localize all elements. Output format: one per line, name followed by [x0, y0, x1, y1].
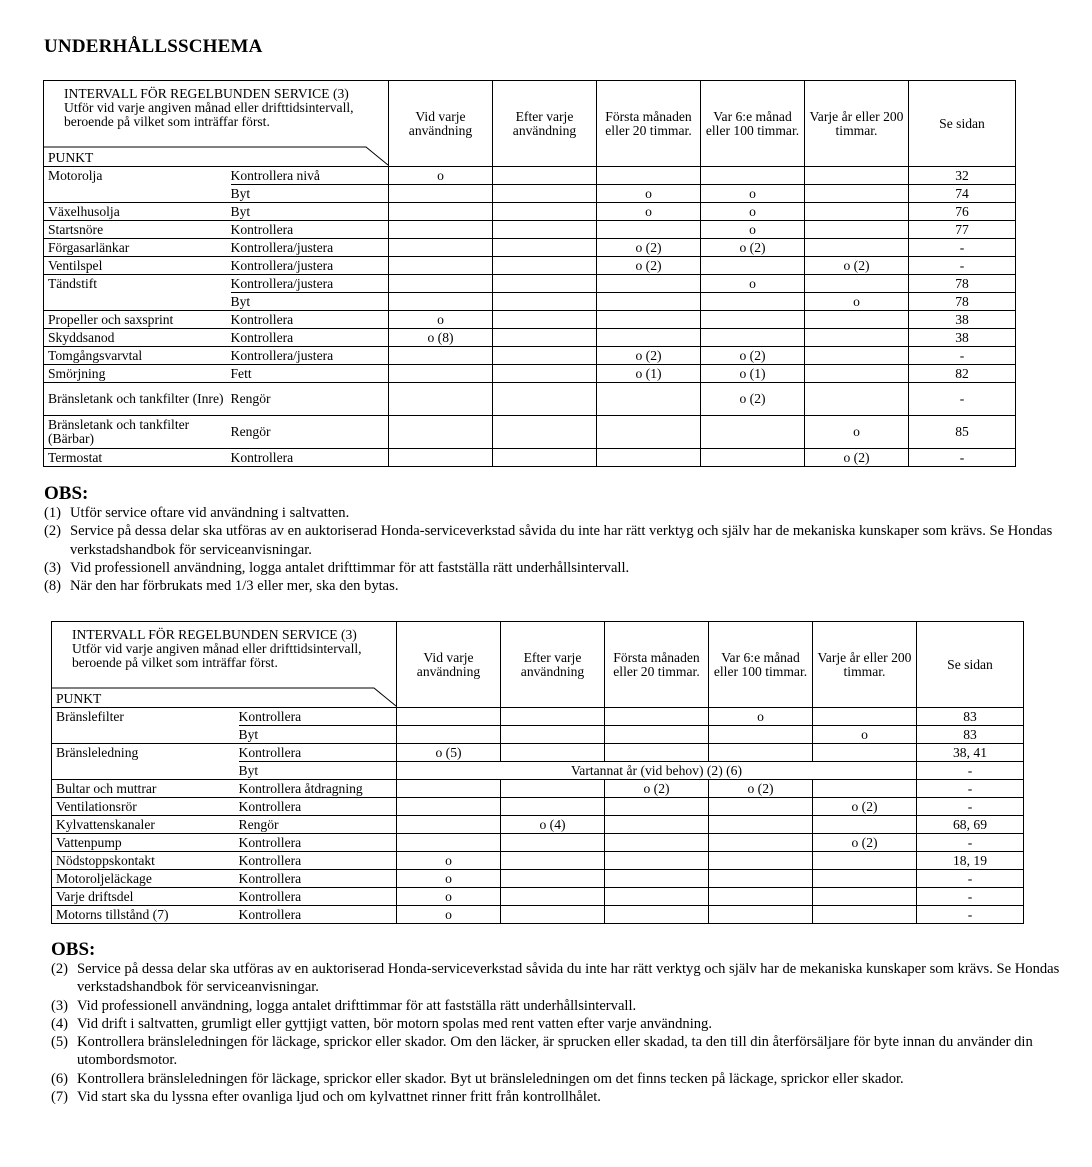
item-name: Förgasarlänkar: [44, 239, 231, 257]
item-name: [44, 185, 231, 203]
page-ref: 83: [917, 708, 1024, 726]
item-action: Kontrollera åtdragning: [239, 780, 397, 798]
interval-mark: [597, 311, 701, 329]
interval-mark: [597, 329, 701, 347]
column-header: Första månaden eller 20 timmar.: [597, 81, 701, 167]
item-name: Bultar och muttrar: [52, 780, 239, 798]
item-action: Byt: [239, 726, 397, 744]
page-ref: 38: [909, 311, 1016, 329]
interval-mark: [605, 708, 709, 726]
note-text: Kontrollera bränsleledningen för läckage, sprickor eller skador. Byt ut bränsleledningen om det finns tecken på läckage, sprickor eller skador.: [77, 1070, 904, 1087]
interval-mark: [597, 383, 701, 416]
interval-mark: [805, 185, 909, 203]
interval-mark: [709, 870, 813, 888]
interval-mark: [493, 347, 597, 365]
interval-mark: o: [397, 852, 501, 870]
interval-mark: o (1): [597, 365, 701, 383]
table-row: [52, 708, 1024, 726]
column-header: Se sidan: [909, 81, 1016, 167]
interval-mark: [501, 726, 605, 744]
table-row: [44, 275, 1016, 293]
item-action: Rengör: [231, 383, 389, 416]
table-row: [52, 870, 1024, 888]
interval-mark: o (1): [701, 365, 805, 383]
header-row: [52, 622, 1024, 708]
interval-mark: [605, 726, 709, 744]
column-header: Vid varje användning: [397, 622, 501, 708]
note-text: Vid professionell användning, logga antalet drifttimmar för att fastställa rätt underhållsintervall.: [77, 997, 637, 1014]
column-header: Var 6:e månad eller 100 timmar.: [709, 622, 813, 708]
item-action: Kontrollera: [239, 744, 397, 762]
interval-mark: [397, 834, 501, 852]
interval-mark: [605, 870, 709, 888]
note-number: (8): [44, 578, 62, 595]
interval-mark: [605, 888, 709, 906]
interval-mark: o: [597, 203, 701, 221]
interval-mark: [397, 708, 501, 726]
note-text: Service på dessa delar ska utföras av en auktoriserad Honda-serviceverkstad såvida du inte har rätt verktyg och själv har de mekaniska kunskaper som krävs. Se Hondas verkstadshandbok för serviceanvisningar.: [70, 523, 1053, 558]
interval-mark: [397, 780, 501, 798]
maintenance-table-1: [43, 80, 1016, 467]
item-name: Växelhusolja: [44, 203, 231, 221]
table-row: [44, 365, 1016, 383]
interval-mark: [493, 257, 597, 275]
note-text: Vid professionell användning, logga antalet drifttimmar för att fastställa rätt underhållsintervall.: [70, 559, 630, 576]
page-ref: -: [917, 798, 1024, 816]
note-item: [51, 1033, 1061, 1070]
item-name: Nödstoppskontakt: [52, 852, 239, 870]
table-row: [44, 347, 1016, 365]
table-row: [44, 449, 1016, 467]
interval-mark: [709, 726, 813, 744]
item-name: Kylvattenskanaler: [52, 816, 239, 834]
item-name: Bränsleledning: [52, 744, 239, 762]
note-text: Kontrollera bränsleledningen för läckage, sprickor eller skador. Om den läcker, är sprucken eller skadad, ta den till din återförsäljare för byte innan du använder din utombordsmotor.: [77, 1034, 1033, 1069]
note-text: Vid drift i saltvatten, grumligt eller gyttjigt vatten, bör motorn spolas med rent vatten efter varje användning.: [77, 1015, 712, 1032]
note-item: [51, 1070, 1061, 1088]
note-item: [44, 504, 1054, 522]
interval-mark: o (4): [501, 816, 605, 834]
interval-mark: [813, 708, 917, 726]
item-action: Kontrollera: [239, 834, 397, 852]
page-ref: -: [917, 906, 1024, 924]
interval-mark: [813, 870, 917, 888]
interval-mark: [389, 449, 493, 467]
interval-mark: [493, 311, 597, 329]
interval-header-cell: [44, 81, 389, 167]
column-header: Första månaden eller 20 timmar.: [605, 622, 709, 708]
notes-section-2: [51, 940, 1061, 1106]
interval-mark: o (5): [397, 744, 501, 762]
table-row: [52, 744, 1024, 762]
interval-mark: [501, 852, 605, 870]
interval-mark: o (2): [597, 257, 701, 275]
page-ref: 18, 19: [917, 852, 1024, 870]
interval-mark: [605, 798, 709, 816]
interval-mark: [501, 780, 605, 798]
interval-mark: o: [397, 888, 501, 906]
item-name: [52, 726, 239, 744]
item-action: Byt: [231, 293, 389, 311]
column-header: Varje år eller 200 timmar.: [813, 622, 917, 708]
interval-mark: o (2): [701, 383, 805, 416]
interval-mark: o (2): [805, 449, 909, 467]
interval-mark: o (2): [805, 257, 909, 275]
interval-mark: [805, 167, 909, 185]
interval-mark: [813, 744, 917, 762]
interval-mark: [493, 185, 597, 203]
interval-mark: o (2): [605, 780, 709, 798]
note-item: [44, 559, 1054, 577]
item-action: Fett: [231, 365, 389, 383]
interval-mark: o: [805, 416, 909, 449]
page-ref: 68, 69: [917, 816, 1024, 834]
interval-mark: [389, 383, 493, 416]
page-ref: -: [917, 870, 1024, 888]
interval-mark: [709, 744, 813, 762]
interval-mark: o: [701, 203, 805, 221]
interval-note-span: Vartannat år (vid behov) (2) (6): [397, 762, 917, 780]
punkt-label: PUNKT: [56, 691, 102, 706]
interval-mark: [805, 329, 909, 347]
interval-mark: [805, 311, 909, 329]
interval-mark: [701, 293, 805, 311]
interval-mark: [389, 365, 493, 383]
interval-mark: [389, 416, 493, 449]
interval-mark: [597, 416, 701, 449]
interval-mark: [709, 852, 813, 870]
maintenance-table-2: [51, 621, 1024, 924]
note-number: (3): [44, 559, 62, 576]
interval-mark: [493, 329, 597, 347]
note-item: [51, 960, 1061, 997]
interval-mark: [389, 239, 493, 257]
interval-mark: o: [397, 906, 501, 924]
interval-mark: [605, 744, 709, 762]
item-action: Kontrollera/justera: [231, 257, 389, 275]
item-action: Rengör: [239, 816, 397, 834]
item-action: Kontrollera: [239, 870, 397, 888]
interval-mark: o (2): [813, 798, 917, 816]
interval-mark: [389, 203, 493, 221]
column-header: Se sidan: [917, 622, 1024, 708]
interval-mark: o: [597, 185, 701, 203]
page-ref: -: [917, 780, 1024, 798]
column-header: Efter varje användning: [493, 81, 597, 167]
interval-mark: [493, 221, 597, 239]
interval-mark: o (2): [709, 780, 813, 798]
item-action: Kontrollera: [239, 852, 397, 870]
item-name: Tomgångsvarvtal: [44, 347, 231, 365]
interval-mark: [597, 275, 701, 293]
item-action: Kontrollera/justera: [231, 347, 389, 365]
interval-mark: o (2): [701, 347, 805, 365]
note-item: [51, 1088, 1061, 1106]
interval-mark: [805, 347, 909, 365]
note-number: (3): [51, 997, 69, 1014]
note-number: (2): [51, 961, 69, 977]
item-name: Motoroljeläckage: [52, 870, 239, 888]
note-number: (6): [51, 1070, 69, 1087]
item-action: Kontrollera/justera: [231, 239, 389, 257]
table-row: [44, 167, 1016, 185]
table-row: [52, 780, 1024, 798]
interval-mark: [805, 383, 909, 416]
table-row: [44, 293, 1016, 311]
item-name: Vattenpump: [52, 834, 239, 852]
column-header: Vid varje användning: [389, 81, 493, 167]
table-row: [52, 816, 1024, 834]
item-name: Motorolja: [44, 167, 231, 185]
item-name: [52, 762, 239, 780]
interval-mark: [701, 311, 805, 329]
page-ref: 76: [909, 203, 1016, 221]
interval-mark: o (8): [389, 329, 493, 347]
interval-mark: [805, 275, 909, 293]
page-ref: -: [909, 383, 1016, 416]
interval-mark: [805, 221, 909, 239]
interval-mark: [493, 203, 597, 221]
interval-mark: o (2): [597, 239, 701, 257]
item-name: Bränslefilter: [52, 708, 239, 726]
interval-mark: [493, 293, 597, 311]
table-row: [52, 726, 1024, 744]
interval-mark: o: [397, 870, 501, 888]
item-action: Kontrollera nivå: [231, 167, 389, 185]
interval-mark: [493, 239, 597, 257]
interval-mark: [597, 221, 701, 239]
note-item: [51, 997, 1061, 1015]
item-action: Byt: [231, 185, 389, 203]
table-row: [52, 906, 1024, 924]
page-ref: 32: [909, 167, 1016, 185]
interval-header-cell: [52, 622, 397, 708]
table-row: [44, 329, 1016, 347]
interval-description: INTERVALL FÖR REGELBUNDEN SERVICE (3) Utför vid varje angiven månad eller drifttidsintervall, beroende på vilket som inträffar först.: [64, 86, 354, 129]
item-name: Bränsletank och tankfilter (Inre): [44, 383, 231, 416]
interval-mark: [501, 834, 605, 852]
interval-mark: o: [389, 311, 493, 329]
item-action: Kontrollera: [239, 798, 397, 816]
table-row: [44, 239, 1016, 257]
page-title: UNDERHÅLLSSCHEMA: [44, 36, 263, 57]
table-row: [44, 221, 1016, 239]
page-ref: -: [909, 347, 1016, 365]
column-header: Efter varje användning: [501, 622, 605, 708]
page-ref: -: [909, 257, 1016, 275]
interval-mark: [493, 449, 597, 467]
column-header: Varje år eller 200 timmar.: [805, 81, 909, 167]
item-name: Motorns tillstånd (7): [52, 906, 239, 924]
interval-mark: [397, 798, 501, 816]
note-item: [51, 1015, 1061, 1033]
item-action: Kontrollera: [231, 449, 389, 467]
interval-mark: [501, 708, 605, 726]
item-action: Byt: [231, 203, 389, 221]
item-action: Kontrollera: [239, 888, 397, 906]
item-action: Rengör: [231, 416, 389, 449]
interval-mark: [813, 852, 917, 870]
interval-mark: [501, 744, 605, 762]
interval-mark: [597, 293, 701, 311]
interval-mark: [493, 383, 597, 416]
item-action: Kontrollera: [231, 329, 389, 347]
header-row: [44, 81, 1016, 167]
interval-mark: o: [701, 221, 805, 239]
item-name: [44, 293, 231, 311]
page-ref: -: [917, 888, 1024, 906]
page-ref: -: [909, 239, 1016, 257]
interval-mark: [397, 726, 501, 744]
table-row: [44, 203, 1016, 221]
page-ref: 78: [909, 293, 1016, 311]
interval-mark: o: [701, 185, 805, 203]
page-ref: 38: [909, 329, 1016, 347]
item-name: Ventilspel: [44, 257, 231, 275]
page-ref: 78: [909, 275, 1016, 293]
interval-mark: [805, 365, 909, 383]
interval-description: INTERVALL FÖR REGELBUNDEN SERVICE (3) Utför vid varje angiven månad eller drifttidsintervall, beroende på vilket som inträffar först.: [72, 627, 362, 670]
notes-heading: OBS:: [44, 483, 89, 504]
interval-mark: [389, 185, 493, 203]
item-name: Startsnöre: [44, 221, 231, 239]
interval-mark: o (2): [597, 347, 701, 365]
note-item: [44, 522, 1054, 559]
page-ref: -: [917, 762, 1024, 780]
interval-mark: [701, 449, 805, 467]
table-row: [52, 798, 1024, 816]
interval-mark: [701, 416, 805, 449]
interval-mark: [389, 293, 493, 311]
interval-mark: [605, 816, 709, 834]
interval-mark: [701, 257, 805, 275]
page-ref: 77: [909, 221, 1016, 239]
punkt-divider-line: [52, 687, 397, 707]
interval-mark: [397, 816, 501, 834]
page-ref: 38, 41: [917, 744, 1024, 762]
item-action: Kontrollera: [231, 311, 389, 329]
interval-mark: [493, 416, 597, 449]
table-row: [44, 257, 1016, 275]
table-row: [44, 383, 1016, 416]
item-name: Termostat: [44, 449, 231, 467]
interval-mark: [501, 870, 605, 888]
interval-mark: [389, 221, 493, 239]
notes-heading: OBS:: [51, 939, 96, 960]
item-action: Kontrollera: [231, 221, 389, 239]
item-action: Byt: [239, 762, 397, 780]
table-row: [44, 416, 1016, 449]
interval-mark: [813, 780, 917, 798]
interval-mark: [493, 167, 597, 185]
item-name: Tändstift: [44, 275, 231, 293]
table-row: [44, 185, 1016, 203]
interval-mark: o: [709, 708, 813, 726]
note-number: (2): [44, 523, 62, 540]
page-ref: -: [917, 834, 1024, 852]
interval-mark: [597, 449, 701, 467]
note-text: Utför service oftare vid användning i saltvatten.: [70, 505, 350, 521]
interval-mark: [813, 888, 917, 906]
interval-mark: [501, 798, 605, 816]
note-item: [44, 577, 1054, 595]
punkt-divider-line: [44, 146, 389, 166]
interval-mark: [701, 329, 805, 347]
interval-mark: [501, 888, 605, 906]
item-action: Kontrollera/justera: [231, 275, 389, 293]
item-action: Kontrollera: [239, 906, 397, 924]
page-ref: 82: [909, 365, 1016, 383]
interval-mark: [493, 365, 597, 383]
interval-mark: [389, 347, 493, 365]
page-ref: 83: [917, 726, 1024, 744]
interval-mark: [709, 834, 813, 852]
interval-mark: [813, 906, 917, 924]
item-name: Skyddsanod: [44, 329, 231, 347]
interval-mark: [605, 852, 709, 870]
table-row: [52, 762, 1024, 780]
page-ref: 85: [909, 416, 1016, 449]
interval-mark: o: [701, 275, 805, 293]
interval-mark: [805, 239, 909, 257]
interval-mark: [389, 257, 493, 275]
interval-mark: [605, 906, 709, 924]
note-text: Service på dessa delar ska utföras av en auktoriserad Honda-serviceverkstad såvida du inte har rätt verktyg och själv har de mekaniska kunskaper som krävs. Se Hondas verkstadshandbok för serviceanvisningar.: [77, 961, 1060, 996]
punkt-label: PUNKT: [48, 150, 94, 165]
item-name: Bränsletank och tankfilter (Bärbar): [44, 416, 231, 449]
note-number: (5): [51, 1034, 69, 1051]
note-number: (4): [51, 1015, 69, 1032]
page-ref: -: [909, 449, 1016, 467]
note-number: (1): [44, 505, 62, 521]
interval-mark: o: [813, 726, 917, 744]
table-row: [52, 888, 1024, 906]
interval-mark: o: [389, 167, 493, 185]
interval-mark: [813, 816, 917, 834]
interval-mark: [493, 275, 597, 293]
interval-mark: [501, 906, 605, 924]
table-row: [52, 852, 1024, 870]
note-number: (7): [51, 1089, 69, 1106]
interval-mark: [805, 203, 909, 221]
item-name: Ventilationsrör: [52, 798, 239, 816]
interval-mark: o (2): [813, 834, 917, 852]
interval-mark: [709, 888, 813, 906]
interval-mark: o: [805, 293, 909, 311]
note-text: Vid start ska du lyssna efter ovanliga ljud och om kylvattnet rinner fritt från kontrollhålet.: [77, 1089, 601, 1106]
item-name: Varje driftsdel: [52, 888, 239, 906]
interval-mark: [605, 834, 709, 852]
table-row: [44, 311, 1016, 329]
notes-section-1: [44, 484, 1054, 595]
interval-mark: [389, 275, 493, 293]
note-text: När den har förbrukats med 1/3 eller mer, ska den bytas.: [70, 578, 399, 595]
item-name: Smörjning: [44, 365, 231, 383]
item-name: Propeller och saxsprint: [44, 311, 231, 329]
interval-mark: [709, 816, 813, 834]
interval-mark: [597, 167, 701, 185]
item-action: Kontrollera: [239, 708, 397, 726]
page-ref: 74: [909, 185, 1016, 203]
interval-mark: [709, 798, 813, 816]
interval-mark: o (2): [701, 239, 805, 257]
column-header: Var 6:e månad eller 100 timmar.: [701, 81, 805, 167]
interval-mark: [709, 906, 813, 924]
interval-mark: [701, 167, 805, 185]
table-row: [52, 834, 1024, 852]
